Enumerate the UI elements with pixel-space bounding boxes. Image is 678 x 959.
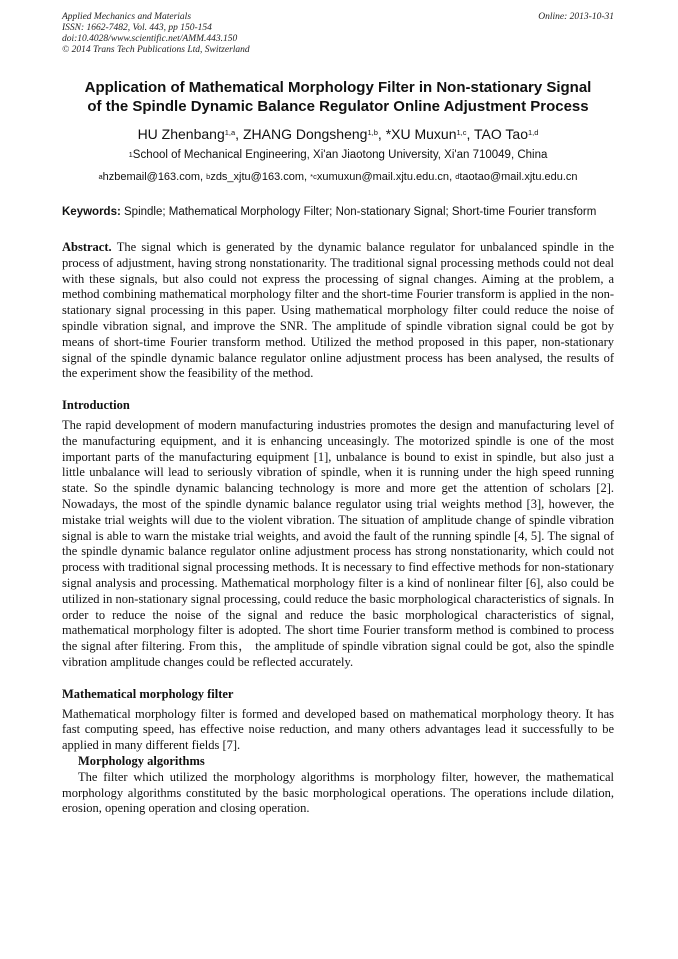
abstract-text: The signal which is generated by the dynamic balance regulator for unbalanced spindle in the process of adjustment, having strong nonstationarity. The traditional signal processing methods could not deal with these signals, but also could not express the processing of signal changes. Aiming at the problem, a method combining mathematical morphology filter and the short-time Fourier transform is applied in the non-stationary signal processing in this paper. Using mathematical morphology filter could reduce the noise of spindle vibration signal, and improve the SNR. The amplitude of spindle vibration signal could be got by means of short-time Fourier transform method. Utilized the method proposed in this paper, non-stationary signal of the spindle dynamic balance regulator online adjustment process has been analysed, the results of the experiment show the feasibility of the method. bbox=[62, 240, 614, 381]
section-heading-introduction: Introduction bbox=[62, 398, 130, 413]
morphology-text: Mathematical morphology filter is formed and developed based on mathematical morphology theory. It has fast computing speed, has effective noise reduction, and many others advantages lead it successfully to be applied in many different fields [7]. bbox=[62, 706, 614, 753]
email-link[interactable]: zds_xjtu@163.com bbox=[210, 171, 305, 183]
keywords-text: Spindle; Mathematical Morphology Filter; Non-stationary Signal; Short-time Fourier transform bbox=[124, 206, 597, 218]
keywords bbox=[62, 205, 614, 220]
email-sup: *c bbox=[310, 172, 317, 181]
email-link[interactable]: hzbemail@163.com bbox=[102, 171, 201, 183]
author-sup: 1,b bbox=[367, 128, 378, 137]
copyright-line: © 2014 Trans Tech Publications Ltd, Switzerland bbox=[62, 45, 250, 55]
journal-header bbox=[62, 12, 614, 56]
journal-name: Applied Mechanics and Materials bbox=[62, 12, 192, 22]
affiliation-text: School of Mechanical Engineering, Xi'an Jiaotong University, Xi'an 710049, China bbox=[132, 149, 548, 161]
author-name: ZHANG Dongsheng bbox=[242, 126, 368, 142]
subheading-morphology-algorithms: Morphology algorithms bbox=[78, 753, 205, 768]
affiliation-sup: 1 bbox=[128, 150, 133, 159]
online-date: Online: 2013-10-31 bbox=[538, 12, 614, 22]
introduction-text: The rapid development of modern manufacturing industries promotes the design and manufacturing level of the manufacturing equipment, and it is enhancing unceasingly. The motorized spindle is one of the most important parts of the manufacturing equipment [1], unbalance is bound to exist in spindle, but also just a little unbalance will lead to seriously vibration of spindle, when it is running under the high speed running state. So the spindle dynamic balancing technology is more and more get the attention of scholars [2]. Nowadays, the most of the spindle dynamic balance regulator using trial weights method [3], however, the mistake trial weights will due to the violent vibration. The situation of amplitude change of spindle vibration signal is able to warn the mistake trial weights, and avoid the fault of the running spindle [4, 5]. The signal of the spindle dynamic balance regulator online adjustment process has strong nonstationarity, which could not process with traditional signal processing methods. It is necessary to find effective methods for non-stationary signal analysis and processing. Mathematical morphology filter is a kind of nonlinear filter [6], also could be utilized in non-stationary signal processing, could reduce the basic morphological characteristics of signals. In order to reduce the noise of the signal and reduce the basic morphological characteristics of signal, mathematical morphology filter is adopted. The short time Fourier transform method is combined to process the signal after filtering. From this， the amplitude of spindle vibration signal could be got, also the spindle vibration amplitude changes could be reflected accurately. bbox=[62, 417, 614, 669]
email-link[interactable]: xumuxun@mail.xjtu.edu.cn bbox=[316, 171, 450, 183]
author-sup: 1,d bbox=[528, 128, 539, 137]
author-list: HU Zhenbang$^{1,a}$, ZHANG Dongsheng$^{1,b}$, *XU Muxun$^{1,c}$, TAO Tao$^{1,d}$ bbox=[137, 126, 539, 142]
keywords-label: Keywords: bbox=[62, 206, 121, 218]
abstract bbox=[62, 240, 614, 382]
title-line-2: of the Spindle Dynamic Balance Regulator Online Adjustment Process bbox=[87, 98, 589, 115]
title-line-1: Application of Mathematical Morphology Filter in Non-stationary Signal bbox=[84, 79, 592, 96]
issn-line: ISSN: 1662-7482, Vol. 443, pp 150-154 bbox=[62, 23, 212, 33]
abstract-label: Abstract. bbox=[62, 240, 112, 254]
doi-line: doi:10.4028/www.scientific.net/AMM.443.150 bbox=[62, 34, 238, 44]
author-name: *XU Muxun bbox=[385, 126, 457, 142]
author-name: HU Zhenbang bbox=[137, 126, 225, 142]
paper-title bbox=[62, 78, 614, 116]
email-sup: a bbox=[98, 172, 103, 181]
email-link[interactable]: taotao@mail.xjtu.edu.cn bbox=[459, 171, 578, 183]
email-sup: b bbox=[206, 172, 211, 181]
section-heading-morphology: Mathematical morphology filter bbox=[62, 686, 234, 701]
email-list: $^a$hzbemail@163.com, $^b$zds_xjtu@163.com, $^{*c}$xumuxun@mail.xjtu.edu.cn, $^d$taotao@mail.xjtu.edu.cn bbox=[98, 171, 578, 183]
author-name: TAO Tao bbox=[474, 126, 528, 142]
affiliation bbox=[62, 148, 614, 163]
author-sup: 1,c bbox=[456, 128, 467, 137]
paper-page bbox=[62, 12, 614, 817]
author-sup: 1,a bbox=[224, 128, 236, 137]
email-sup: d bbox=[455, 172, 460, 181]
morphology-algorithms-text: The filter which utilized the morphology algorithms is morphology filter, however, the mathematical morphology algorithms constituted by the basic morphological operations. The operations include dilation, erosion, opening operation and closing operation. bbox=[62, 769, 614, 816]
